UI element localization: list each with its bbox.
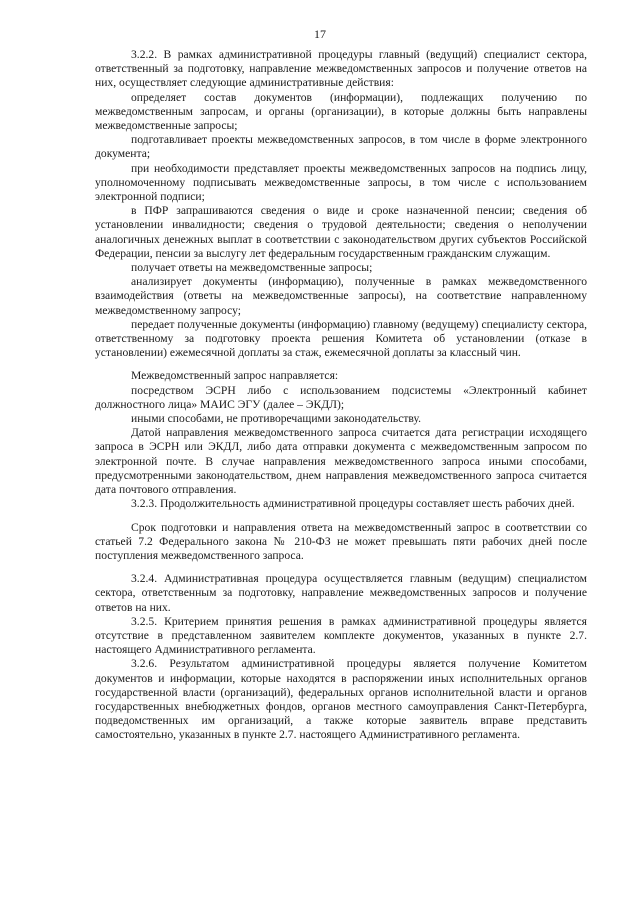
paragraph: при необходимости представляет проекты межведомственных запросов на подпись лицу, уполномоченному подписывать межведомственные запросы, в том числе с использованием электронной подписи; [95, 161, 587, 204]
paragraph: Датой направления межведомственного запроса считается дата регистрации исходящего запроса в ЭСРН или ЭКДЛ, либо дата отправки документа с межведомственным запросом по электронной почте. В случае направления межведомственного запроса иными способами, предусмотренными законодательством, днем направления межведомственного запроса считается дата почтового отправления. [95, 426, 587, 497]
paragraph: 3.2.6. Результатом административной процедуры является получение Комитетом документов и информации, которые находятся в распоряжении иных исполнительных органов государственной власти (организаций), федеральных органов исполнительной власти и органов государственных внебюджетных фондов, органов местного самоуправления Санкт-Петербурга, подведомственных им организаций, а также которые заявитель вправе представить самостоятельно, указанных в пункте 2.7. настоящего Административного регламента. [95, 657, 587, 742]
paragraph: анализирует документы (информацию), полученные в рамках межведомственного взаимодействия (ответы на межведомственные запросы), на соответствие направленному межведомственному запросу; [95, 275, 587, 317]
page-number: 17 [314, 27, 326, 41]
paragraph: подготавливает проекты межведомственных запросов, в том числе в форме электронного документа; [95, 133, 587, 161]
paragraph: получает ответы на межведомственные запросы; [131, 261, 373, 275]
paragraph: 3.2.5. Критерием принятия решения в рамках административной процедуры является отсутствие в представленном заявителем комплекте документов, указанных в пункте 2.7. настоящего Административного регламента. [95, 614, 587, 657]
paragraph: Срок подготовки и направления ответа на межведомственный запрос в соответствии со статьей 7.2 Федерального закона № 210-ФЗ не может превышать пяти рабочих дней после поступления межведомственного запроса. [95, 520, 587, 562]
paragraph: в ПФР запрашиваются сведения о виде и сроке назначенной пенсии; сведения об установлении инвалидности; сведения о трудовой деятельности; сведения о неполучении аналогичных денежных выплат в соответствии с законодательством других субъектов Российской Федерации, пенсии за выслугу лет федеральным государственным гражданским служащим. [95, 204, 587, 260]
paragraph: Межведомственный запрос направляется: [131, 369, 339, 383]
paragraph: 3.2.2. В рамках административной процедуры главный (ведущий) специалист сектора, ответственный за подготовку, направление межведомственных запросов и получение ответов на них, осуществляет следующие административные действия: [95, 48, 587, 90]
document-body [95, 48, 587, 743]
paragraph: 3.2.4. Административная процедура осуществляется главным (ведущим) специалистом сектора, ответственным за подготовку, направление межведомственных запросов и получение ответов на них. [95, 572, 587, 614]
paragraph: определяет состав документов (информации), подлежащих получению по межведомственным запросам, и органы (организации), в которые должны быть направлены межведомственные запросы; [95, 90, 587, 133]
paragraph: иными способами, не противоречащими законодательству. [131, 412, 422, 426]
paragraph: посредством ЭСРН либо с использованием подсистемы «Электронный кабинет должностного лица» МАИС ЭГУ (далее – ЭКДЛ); [95, 383, 587, 411]
paragraph: 3.2.3. Продолжительность административной процедуры составляет шесть рабочих дней. [131, 497, 575, 511]
paragraph: передает полученные документы (информацию) главному (ведущему) специалисту сектора, ответственному за подготовку проекта решения Комитета об установлении (отказе в установлении) ежемесячной доплаты за стаж, ежемесячной доплаты за классный чин. [95, 317, 587, 360]
